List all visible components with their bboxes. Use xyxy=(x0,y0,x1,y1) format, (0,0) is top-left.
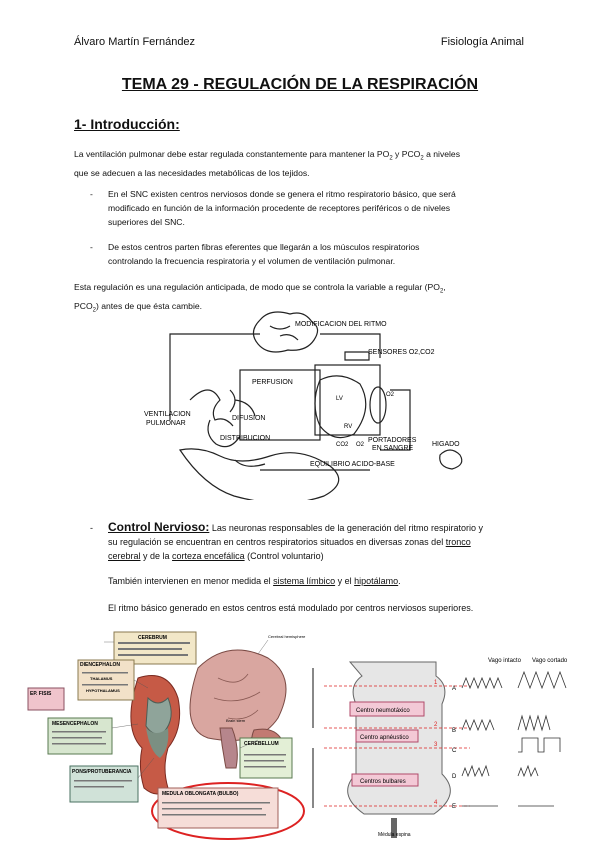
label-hemisphere: Cerebral hemisphere xyxy=(268,634,306,639)
label-num-4: 4 xyxy=(434,800,438,806)
label-neumotaxico: Centro neumotáxico xyxy=(356,708,410,714)
label-num-2: 2 xyxy=(434,722,438,728)
header-subject: Fisiología Animal xyxy=(440,36,524,48)
bullet-2: - De estos centros parten fibras eferentes que llegarán a los músculos respiratorios controlando la frecuencia respiratoria y el volumen de ventilación pulmonar. xyxy=(90,242,420,266)
label-rv: RV xyxy=(344,424,353,430)
label-E: E xyxy=(452,804,457,810)
label-B: B xyxy=(452,728,457,734)
limbico-paragraph: También intervienen en menor medida el sistema límbico y el hipotálamo. xyxy=(108,576,401,586)
label-hypothalamus: HYPOTHALAMUS xyxy=(86,688,120,693)
regulation-diagram xyxy=(140,310,480,500)
label-medula: Médula espina xyxy=(378,832,411,838)
brain-sketch xyxy=(253,312,317,352)
trace-A-cut xyxy=(518,672,566,688)
label-pons: PONS/PROTUBERANCIA xyxy=(72,769,132,775)
ritmo-paragraph: El ritmo básico generado en estos centros está modulado por centros nerviosos superiores. xyxy=(108,603,474,613)
label-mesencephalon: MESENCEPHALON xyxy=(52,721,98,727)
label-A: A xyxy=(452,686,457,692)
header-author: Álvaro Martín Fernández xyxy=(74,36,196,48)
label-cerebellum: CEREBELLUM xyxy=(244,741,279,747)
intro-paragraph: La ventilación pulmonar debe estar regulada constantemente para mantener la $PO_2$ y $PCO_2$ a niveles que se adecuen a las necesidades metabólicas de los tejidos. xyxy=(74,149,461,178)
brainstem-transection-figure xyxy=(310,648,582,838)
bullet-1: - En el SNC existen centros nerviosos donde se genera el ritmo respiratorio básico, que será modificado en función de la información procedente de receptores periféricos o de niveles superiores del SNC. xyxy=(90,189,456,227)
brain-anatomy-figure xyxy=(18,628,308,840)
page-title: TEMA 29 - REGULACIÓN DE LA RESPIRACIÓN xyxy=(121,76,479,93)
label-num-3: 3 xyxy=(434,742,438,748)
cerebrum-shape xyxy=(190,650,286,741)
control-heading: Control Nervioso: xyxy=(108,520,210,534)
label-thalamus: THALAMUS xyxy=(90,676,113,681)
label-difusion: DIFUSION xyxy=(232,415,266,422)
label-distribucion: DISTRIBUCION xyxy=(220,435,271,442)
label-pineal: EP. FISIS xyxy=(30,691,52,697)
label-vago-intacto: Vago intacto xyxy=(488,658,521,664)
trace-C-cut xyxy=(518,738,560,752)
label-vago-cortado: Vago cortado xyxy=(532,658,568,664)
label-medulla: MEDULA OBLONGATA (BULBO) xyxy=(162,791,239,797)
label-modificacion: MODIFICACION DEL RITMO xyxy=(295,321,387,328)
label-brain-stem: Brain stem xyxy=(226,718,246,723)
anticipada-paragraph: Esta regulación es una regulación anticipada, de modo que se controla la variable a regular ($PO_2$, $PCO_2$) antes de que ésta cambie. xyxy=(74,282,446,314)
label-higado: HIGADO xyxy=(432,441,460,448)
label-ventilacion: VENTILACION xyxy=(144,411,191,418)
body-outline xyxy=(180,449,339,500)
heart-sketch xyxy=(315,376,366,438)
trace-A-intact xyxy=(462,678,502,688)
label-co2: CO2 xyxy=(336,442,349,448)
label-o2: O2 xyxy=(386,392,395,398)
label-cerebrum: CEREBRUM xyxy=(138,635,167,641)
label-num-1: 1 xyxy=(434,680,438,686)
label-D: D xyxy=(452,774,457,780)
label-equilibrio: EQUILIBRIO ACIDO-BASE xyxy=(310,461,395,468)
label-bulbares: Centros bulbares xyxy=(360,779,406,785)
label-portadores: PORTADORES xyxy=(368,437,417,444)
trace-B-intact xyxy=(462,720,494,730)
trace-B-cut xyxy=(518,716,550,730)
label-pulmonar: PULMONAR xyxy=(146,420,186,427)
label-sangre: EN SANGRE xyxy=(372,445,414,452)
label-perfusion: PERFUSION xyxy=(252,379,293,386)
label-o2b: O2 xyxy=(356,442,365,448)
label-apneustico: Centro apnéustico xyxy=(360,735,409,741)
label-lv: LV xyxy=(336,396,343,402)
control-nervioso-paragraph: - Control Nervioso: Las neuronas responsables de la generación del ritmo respiratorio y su regulación se encuentran en centros respiratorios situados en diversas zonas del tronco cerebral y de la corteza encefálica (Control voluntario) xyxy=(90,520,483,561)
label-sensores: SENSORES O2,CO2 xyxy=(368,349,435,356)
section-heading: 1- Introducción: xyxy=(74,116,180,132)
label-C: C xyxy=(452,748,457,754)
trace-D xyxy=(462,766,538,776)
label-diencephalon: DIENCEPHALON xyxy=(80,662,121,668)
